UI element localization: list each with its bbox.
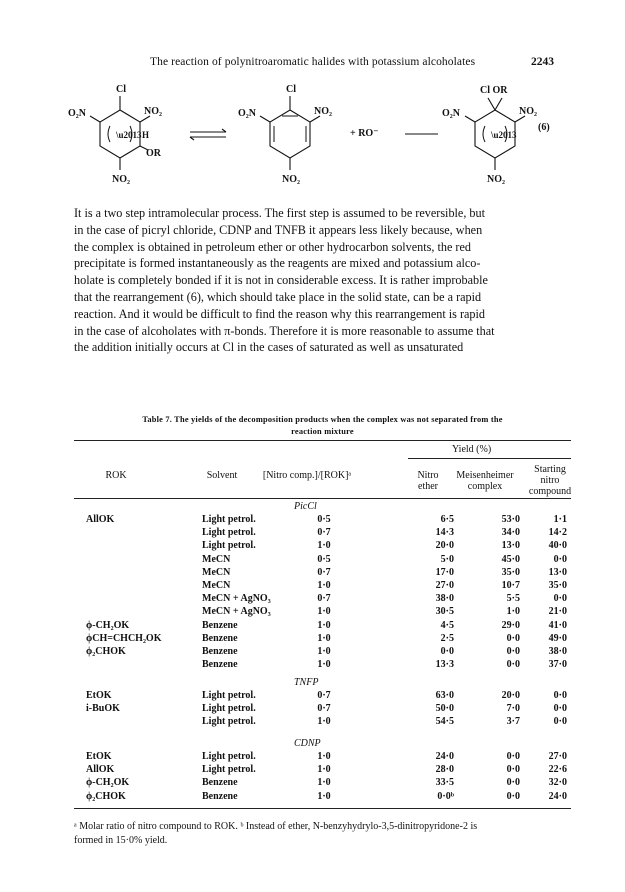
table-row bbox=[74, 580, 571, 592]
cell-nitro-ether: 5·0 bbox=[440, 553, 454, 565]
cell-ratio: 0·7 bbox=[317, 690, 331, 701]
cell-meisenheimer: 3·7 bbox=[506, 716, 520, 728]
cell-solvent: Light petrol. bbox=[202, 764, 256, 776]
paragraph-line: precipitate is formed instantaneously as the reagents are mixed and potassium alco- bbox=[74, 256, 481, 271]
paragraph-line: reaction. And it would be difficult to find the reason why this rearrangement is rapid bbox=[74, 306, 485, 321]
cell-starting: 27·0 bbox=[548, 751, 567, 762]
cell-ratio: 1·0 bbox=[317, 790, 331, 802]
cell-meisenheimer: 0·0 bbox=[506, 659, 520, 671]
right-cl-or-label: Cl OR bbox=[480, 85, 508, 96]
cell-nitro-ether: 13·3 bbox=[435, 659, 454, 671]
cell-ratio: 0·7 bbox=[317, 527, 331, 539]
cell-solvent: MeCN + AgNO₃ bbox=[202, 593, 271, 605]
cell-meisenheimer: 34·0 bbox=[501, 527, 520, 539]
cell-starting: 0·0 bbox=[553, 716, 567, 728]
yield-header: Yield (%) bbox=[452, 444, 492, 455]
cell-meisenheimer: 0·0 bbox=[506, 777, 520, 789]
middle-no2-label: NO₂ bbox=[314, 106, 332, 117]
left-cl-label: Cl bbox=[116, 84, 126, 95]
cell-nitro-ether: 6·5 bbox=[440, 514, 454, 525]
cell-ratio: 1·0 bbox=[317, 751, 331, 762]
col-header-meisenheimer: Meisenheimer complex bbox=[456, 470, 514, 492]
cell-meisenheimer: 0·0 bbox=[506, 764, 520, 776]
cell-starting: 21·0 bbox=[548, 606, 567, 618]
cell-nitro-ether: 24·0 bbox=[435, 751, 454, 762]
cell-ratio: 1·0 bbox=[317, 716, 331, 728]
cell-starting: 14·2 bbox=[548, 527, 567, 539]
cell-solvent: Light petrol. bbox=[202, 540, 256, 552]
cell-starting: 41·0 bbox=[548, 619, 567, 631]
left-or-label: OR bbox=[146, 148, 161, 159]
cell-meisenheimer: 0·0 bbox=[506, 790, 520, 802]
cell-rok: AllOK bbox=[86, 764, 115, 776]
cell-starting: 22·6 bbox=[548, 764, 567, 776]
cell-rok: EtOK bbox=[86, 690, 112, 701]
cell-rok: i-BuOK bbox=[86, 703, 120, 715]
cell-solvent: Light petrol. bbox=[202, 690, 256, 701]
cell-rok: ϕ₂CHOK bbox=[86, 790, 126, 802]
cell-solvent: MeCN bbox=[202, 566, 231, 578]
table-row bbox=[74, 540, 571, 552]
table-row bbox=[74, 646, 571, 658]
cell-ratio: 1·0 bbox=[317, 646, 331, 657]
cell-ratio: 1·0 bbox=[317, 540, 331, 552]
cell-ratio: 1·0 bbox=[317, 764, 331, 776]
paragraph-line: the complex is obtained in petroleum ether or other hydrocarbon solvents, the red bbox=[74, 239, 471, 254]
svg-text:\u2013: \u2013 bbox=[491, 130, 517, 140]
cell-nitro-ether: 54·5 bbox=[435, 716, 454, 728]
cell-nitro-ether: 38·0 bbox=[435, 593, 454, 605]
cell-solvent: Benzene bbox=[202, 619, 238, 631]
cell-meisenheimer: 7·0 bbox=[506, 703, 520, 715]
svg-text:H: H bbox=[142, 130, 150, 140]
cell-starting: 38·0 bbox=[548, 646, 567, 657]
table-row bbox=[74, 716, 571, 728]
paragraph-line: that the rearrangement (6), which should take place in the solid state, can be a rapid bbox=[74, 289, 482, 304]
paragraph-line: It is a two step intramolecular process. The first step is assumed to be reversible, but bbox=[74, 206, 486, 220]
cell-solvent: Benzene bbox=[202, 646, 238, 657]
table-caption-line1: Table 7. The yields of the decomposition products when the complex was not separated from the bbox=[142, 415, 503, 424]
cell-solvent: MeCN bbox=[202, 553, 231, 565]
cell-meisenheimer: 45·0 bbox=[501, 553, 520, 565]
cell-nitro-ether: 30·5 bbox=[435, 606, 454, 618]
paragraph-line: the addition initially occurs at Cl in the cases of saturated as well as unsaturated bbox=[74, 340, 464, 355]
cell-meisenheimer: 5·5 bbox=[506, 593, 520, 605]
cell-nitro-ether: 20·0 bbox=[435, 540, 454, 552]
cell-meisenheimer: 53·0 bbox=[501, 514, 520, 525]
page-header bbox=[0, 56, 625, 72]
left-bottom-no2-label: NO₂ bbox=[112, 174, 130, 185]
header-bottom-rule bbox=[74, 498, 571, 499]
svg-text:\u2013: \u2013 bbox=[116, 130, 142, 140]
table-bottom-rule bbox=[74, 808, 571, 809]
cell-rok: AllOK bbox=[86, 514, 115, 525]
col-header-starting: Starting nitro compound bbox=[528, 464, 572, 497]
cell-ratio: 0·5 bbox=[317, 553, 331, 565]
middle-bottom-no2-label: NO₂ bbox=[282, 174, 300, 185]
yield-header-rule bbox=[408, 458, 571, 459]
paragraph-line: holate is completely bonded if it is not in considerable excess. It is rather improbable bbox=[74, 273, 488, 288]
left-o2n-label: O₂N bbox=[68, 108, 86, 119]
paragraph-line: in the case of alcoholates with π-bonds. Therefore it is more reasonable to assume that bbox=[74, 323, 495, 338]
cell-starting: 37·0 bbox=[548, 659, 567, 671]
cell-nitro-ether: 50·0 bbox=[435, 703, 454, 715]
cell-nitro-ether: 17·0 bbox=[435, 566, 454, 578]
body-paragraph bbox=[74, 205, 571, 356]
cell-meisenheimer: 0·0 bbox=[506, 646, 520, 657]
cell-starting: 35·0 bbox=[548, 580, 567, 591]
cell-nitro-ether: 4·5 bbox=[440, 619, 454, 631]
equation-number: (6) bbox=[538, 122, 550, 133]
table-row bbox=[74, 593, 571, 605]
cell-solvent: Light petrol. bbox=[202, 751, 256, 762]
col-header-solvent: Solvent bbox=[206, 470, 238, 481]
cell-solvent: Benzene bbox=[202, 659, 238, 671]
cell-nitro-ether: 0·0ᵇ bbox=[437, 790, 454, 802]
table-row bbox=[74, 633, 571, 645]
cell-rok: EtOK bbox=[86, 751, 112, 762]
plus-alkoxide-label: + RO⁻ bbox=[350, 128, 379, 139]
table-top-rule bbox=[74, 440, 571, 441]
cell-meisenheimer: 0·0 bbox=[506, 632, 520, 644]
table-row bbox=[74, 527, 571, 539]
cell-ratio: 0·7 bbox=[317, 593, 331, 605]
cell-rok: ϕCH=CHCH₂OK bbox=[86, 632, 162, 644]
table-caption bbox=[74, 414, 571, 438]
cell-nitro-ether: 33·5 bbox=[435, 777, 454, 789]
cell-rok: ϕ-CH₂OK bbox=[86, 619, 130, 631]
cell-starting: 24·0 bbox=[548, 790, 567, 802]
cell-ratio: 0·5 bbox=[317, 514, 331, 525]
cell-solvent: MeCN + AgNO₃ bbox=[202, 606, 271, 618]
table-caption-line2: reaction mixture bbox=[291, 427, 354, 436]
cell-nitro-ether: 0·0 bbox=[440, 646, 454, 657]
cell-starting: 49·0 bbox=[548, 632, 567, 644]
col-header-rok: ROK bbox=[105, 470, 127, 481]
cell-nitro-ether: 14·3 bbox=[435, 527, 454, 539]
cell-nitro-ether: 28·0 bbox=[435, 764, 454, 776]
cell-rok: ϕ₂CHOK bbox=[86, 646, 126, 657]
section-label-piccl: PicCl bbox=[294, 501, 317, 512]
running-title: The reaction of polynitroaromatic halides with potassium alcoholates bbox=[150, 56, 476, 68]
footnote-line1: ᵃ Molar ratio of nitro compound to ROK. ᵇ Instead of ether, N-benzyhydrylo-3,5-dinitropyridone-2 is bbox=[74, 821, 478, 832]
table-row bbox=[74, 606, 571, 618]
footnote-line2: formed in 15·0% yield. bbox=[74, 835, 168, 846]
paragraph-line: in the case of picryl chloride, CDNP and TNFB it appears less likely because, when bbox=[74, 222, 483, 237]
cell-starting: 0·0 bbox=[553, 553, 567, 565]
cell-nitro-ether: 27·0 bbox=[435, 580, 454, 591]
cell-meisenheimer: 1·0 bbox=[506, 606, 520, 618]
cell-meisenheimer: 35·0 bbox=[501, 566, 520, 578]
cell-starting: 13·0 bbox=[548, 566, 567, 578]
table-row bbox=[74, 777, 571, 789]
cell-solvent: Benzene bbox=[202, 777, 238, 789]
page-number: 2243 bbox=[531, 56, 554, 68]
middle-o2n-label: O₂N bbox=[238, 108, 256, 119]
table-row bbox=[74, 764, 571, 776]
cell-meisenheimer: 29·0 bbox=[501, 619, 520, 631]
cell-ratio: 1·0 bbox=[317, 619, 331, 631]
cell-meisenheimer: 0·0 bbox=[506, 751, 520, 762]
equilibrium-arrow bbox=[190, 129, 226, 140]
col-header-nitro-ether: Nitro ether bbox=[417, 470, 439, 492]
cell-starting: 0·0 bbox=[553, 593, 567, 605]
cell-starting: 0·0 bbox=[553, 703, 567, 715]
left-no2-label: NO₂ bbox=[144, 106, 162, 117]
table-row bbox=[74, 567, 571, 579]
table-row bbox=[74, 659, 571, 671]
cell-meisenheimer: 20·0 bbox=[501, 690, 520, 701]
product-complex-structure bbox=[442, 85, 537, 185]
cell-ratio: 1·0 bbox=[317, 632, 331, 644]
cell-ratio: 1·0 bbox=[317, 580, 331, 591]
right-bottom-no2-label: NO₂ bbox=[487, 174, 505, 185]
cell-ratio: 1·0 bbox=[317, 606, 331, 618]
cell-starting: 1·1 bbox=[553, 514, 567, 525]
table-row bbox=[74, 620, 571, 632]
cell-solvent: Light petrol. bbox=[202, 716, 256, 728]
cell-meisenheimer: 13·0 bbox=[501, 540, 520, 552]
cell-starting: 40·0 bbox=[548, 540, 567, 552]
cell-solvent: Light petrol. bbox=[202, 514, 256, 525]
table-row bbox=[74, 514, 571, 526]
cell-nitro-ether: 2·5 bbox=[440, 632, 454, 644]
cell-solvent: Light petrol. bbox=[202, 703, 256, 715]
cell-solvent: MeCN bbox=[202, 580, 231, 591]
picryl-chloride-structure bbox=[238, 84, 332, 185]
table-footnote bbox=[74, 820, 571, 848]
cell-ratio: 1·0 bbox=[317, 659, 331, 671]
cell-starting: 32·0 bbox=[548, 777, 567, 789]
table-row bbox=[74, 690, 571, 702]
cell-solvent: Light petrol. bbox=[202, 527, 256, 539]
section-label-tnfp: TNFP bbox=[294, 677, 319, 688]
cell-ratio: 0·7 bbox=[317, 703, 331, 715]
table-row bbox=[74, 554, 571, 566]
middle-cl-label: Cl bbox=[286, 84, 296, 95]
cell-rok: ϕ-CH₂OK bbox=[86, 777, 130, 789]
right-o2n-label: O₂N bbox=[442, 108, 460, 119]
meisenheimer-complex-structure bbox=[68, 84, 162, 185]
col-header-ratio: [Nitro comp.]/[ROK]ᵃ bbox=[262, 470, 352, 481]
reaction-scheme bbox=[40, 80, 590, 195]
table-row bbox=[74, 751, 571, 763]
cell-starting: 0·0 bbox=[553, 690, 567, 701]
cell-nitro-ether: 63·0 bbox=[435, 690, 454, 701]
cell-ratio: 1·0 bbox=[317, 777, 331, 789]
section-label-cdnp: CDNP bbox=[294, 738, 321, 749]
table-row bbox=[74, 791, 571, 803]
cell-solvent: Benzene bbox=[202, 632, 238, 644]
cell-ratio: 0·7 bbox=[317, 566, 331, 578]
right-no2-label: NO₂ bbox=[519, 106, 537, 117]
cell-solvent: Benzene bbox=[202, 790, 238, 802]
table-row bbox=[74, 703, 571, 715]
cell-meisenheimer: 10·7 bbox=[501, 580, 520, 591]
